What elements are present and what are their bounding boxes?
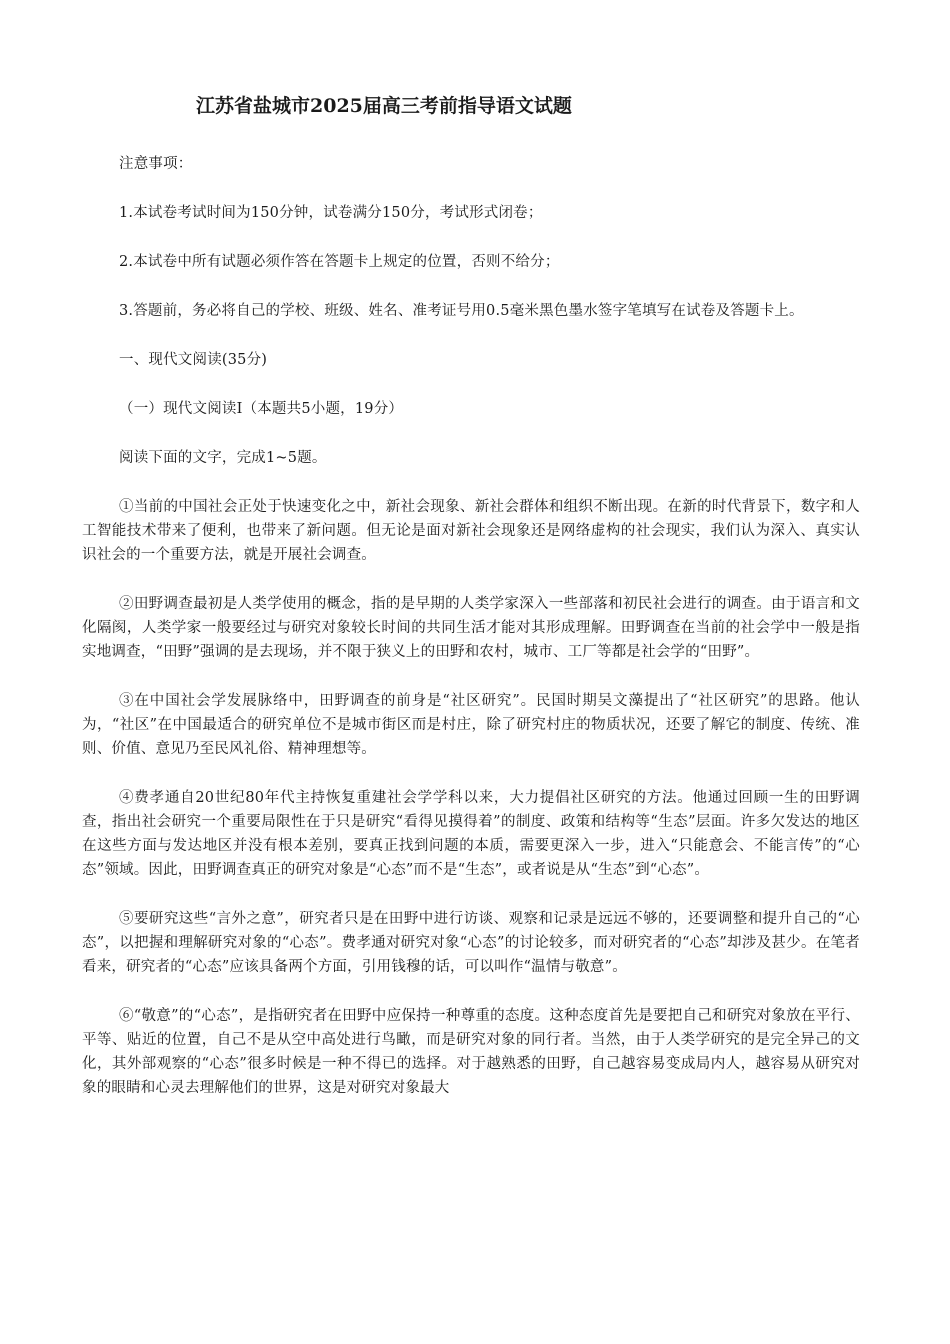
notice-item-2: 2.本试卷中所有试题必须作答在答题卡上规定的位置，否则不给分； <box>119 254 560 270</box>
reading-instruction: 阅读下面的文字，完成1~5题。 <box>119 450 327 466</box>
passage-paragraph-2: ②田野调查最初是人类学使用的概念，指的是早期的人类学家深入一些部落和初民社会进行的调查。由于语言和文化隔阂，人类学家一般要经过与研究对象较长时间的共同生活才能对其形成理解。田野调查在当前的社会学中一般是指实地调查，“田野”强调的是去现场，并不限于狭义上的田野和农村，城市、工厂等都是社会学的“田野”。 <box>82 596 860 660</box>
passage-paragraph-6: ⑥“敬意”的“心态”，是指研究者在田野中应保持一种尊重的态度。这种态度首先是要把自己和研究对象放在平行、平等、贴近的位置，自己不是从空中高处进行鸟瞰，而是研究对象的同行者。当然，由于人类学研究的是完全异己的文化，其外部观察的“心态”很多时候是一种不得已的选择。对于越熟悉的田野，自己越容易变成局内人，越容易从研究对象的眼睛和心灵去理解他们的世界，这是对研究对象最大 <box>82 1008 860 1096</box>
passage-paragraph-1: ①当前的中国社会正处于快速变化之中，新社会现象、新社会群体和组织不断出现。在新的时代背景下，数字和人工智能技术带来了便利，也带来了新问题。但无论是面对新社会现象还是网络虚构的社会现实，我们认为深入、真实认识社会的一个重要方法，就是开展社会调查。 <box>82 499 860 563</box>
document-body <box>82 152 860 1125</box>
notice-item-3: 3.答题前，务必将自己的学校、班级、姓名、准考证号用0.5毫米黑色墨水签字笔填写在试卷及答题卡上。 <box>119 303 804 319</box>
section-heading: 一、现代文阅读(35分) <box>119 352 268 368</box>
passage-paragraph-5: ⑤要研究这些“言外之意”，研究者只是在田野中进行访谈、观察和记录是远远不够的，还要调整和提升自己的“心态”，以把握和理解研究对象的“心态”。费孝通对研究对象“心态”的讨论较多，而对研究者的“心态”却涉及甚少。在笔者看来，研究者的“心态”应该具备两个方面，引用钱穆的话，可以叫作“温情与敬意”。 <box>82 911 860 975</box>
passage-paragraph-4: ④费孝通自20世纪80年代主持恢复重建社会学学科以来，大力提倡社区研究的方法。他通过回顾一生的田野调查，指出社会研究一个重要局限性在于只是研究“看得见摸得着”的制度、政策和结构等“生态”层面。许多欠发达的地区在这些方面与发达地区并没有根本差别，要真正找到问题的本质，需要更深入一步，进入“只能意会、不能言传”的“心态”领域。因此，田野调查真正的研究对象是“心态”而不是“生态”，或者说是从“生态”到“心态”。 <box>82 790 860 878</box>
passage-paragraph-3: ③在中国社会学发展脉络中，田野调查的前身是“社区研究”。民国时期吴文藻提出了“社区研究”的思路。他认为，“社区”在中国最适合的研究单位不是城市街区而是村庄，除了研究村庄的物质状况，还要了解它的制度、传统、准则、价值、意见乃至民风礼俗、精神理想等。 <box>82 693 860 757</box>
subsection-heading: （一）现代文阅读Ⅰ（本题共5小题，19分） <box>119 401 404 417</box>
document-title: 江苏省盐城市2025届高三考前指导语文试题 <box>196 95 572 117</box>
notice-item-1: 1.本试卷考试时间为150分钟，试卷满分150分，考试形式闭卷； <box>119 205 543 221</box>
notice-heading: 注意事项： <box>119 156 193 172</box>
